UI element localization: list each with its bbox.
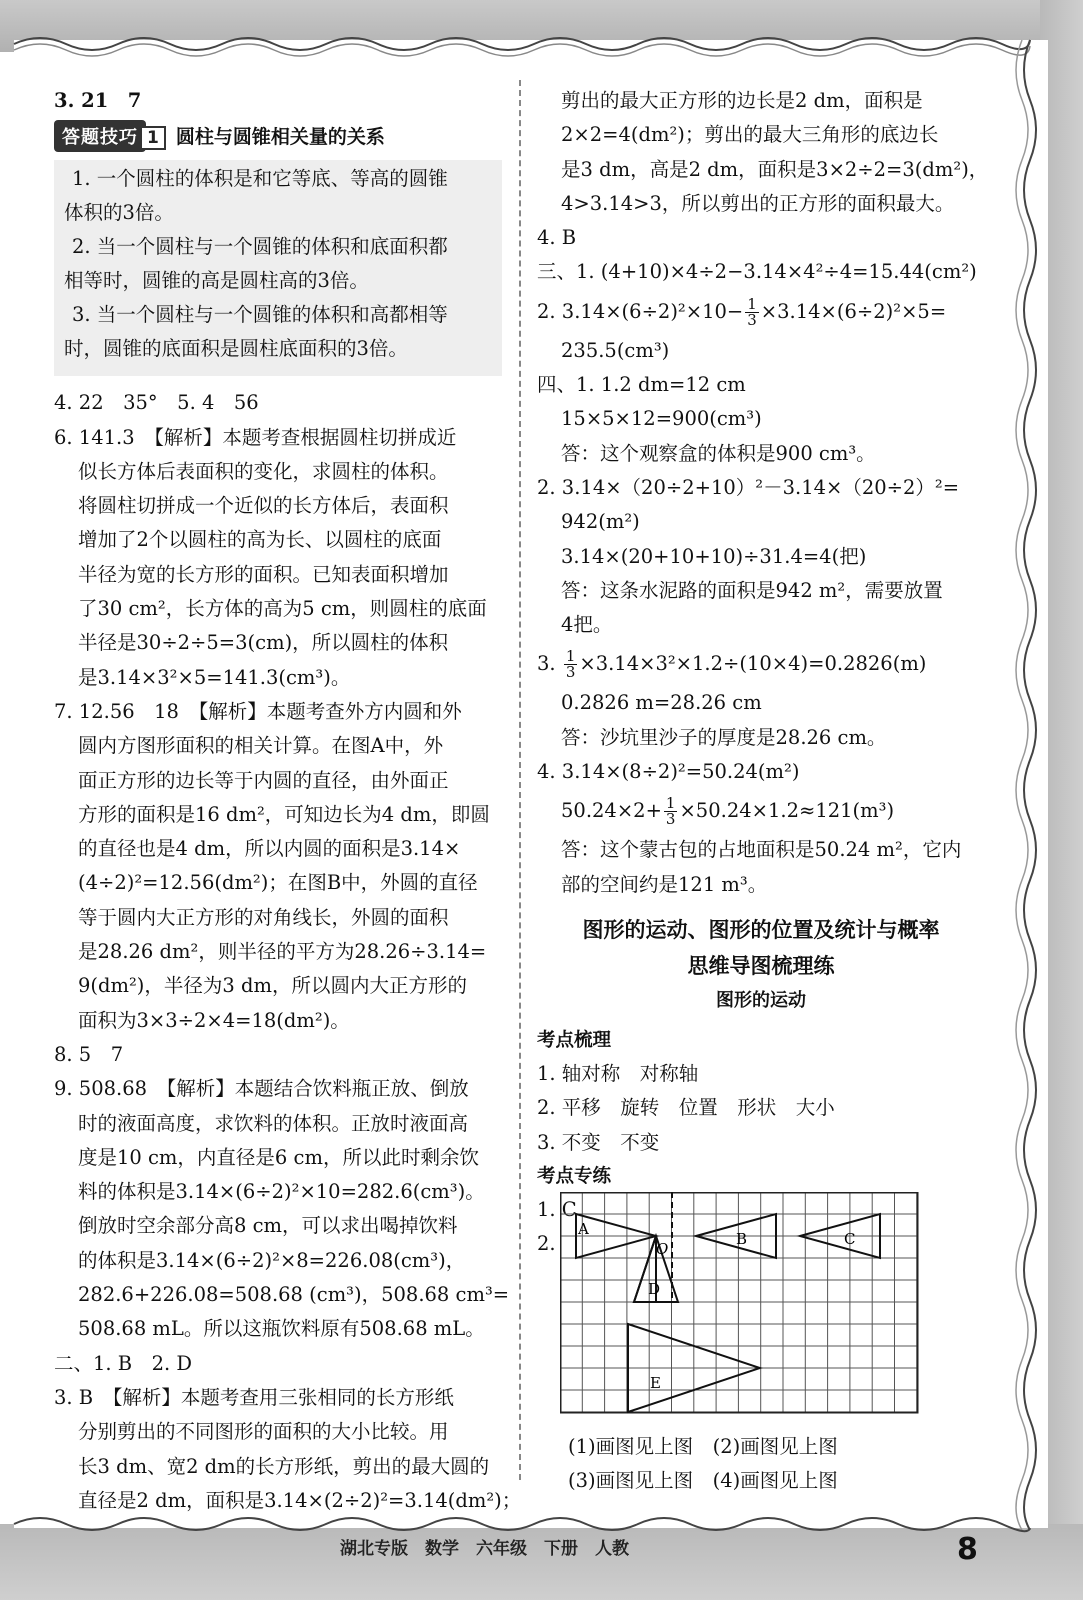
answer-6-line: 半径为宽的长方形的面积。已知表面积增加 [78,562,449,586]
answer-9-line: 度是10 cm，内直径是6 cm，所以此时剩余饮 [78,1145,479,1169]
answer-7-line: 面正方形的边长等于内圆的直径，由外面正 [78,768,449,792]
answer-7-line: 方形的面积是16 dm²，可知边长为4 dm，即圆 [78,802,490,826]
tip-label: 答题技巧 [54,120,146,152]
label-a: A [578,1220,589,1238]
answer-9-line: 508.68 mL。所以这瓶饮料原有508.68 mL。 [78,1317,485,1341]
answer-9-line: 的体积是3.14×(6÷2)²×8=226.08(cm³)， [78,1248,466,1272]
section-heading: 图形的运动 [716,989,806,1011]
section-3-answer-2-result: 235.5(cm³) [561,338,670,362]
section-2-answer-3-line: 直径是2 dm，面积是3.14×(2÷2)²=3.14(dm²)； [78,1488,522,1512]
section-4-answer-2-line: 2. 3.14×（20÷2+10）²－3.14×（20÷2）²= [537,475,960,499]
tip-title: 圆柱与圆锥相关量的关系 [175,126,385,149]
answer-9-line: 时的液面高度，求饮料的体积。正放时液面高 [78,1111,469,1135]
section-2-answer-3-line: 3. B 【解析】本题考查用三张相同的长方形纸 [54,1385,454,1409]
grid-figure [560,1192,920,1499]
answer-6-line: 6. 141.3 【解析】本题考查根据圆柱切拼成近 [54,425,457,449]
answer-7-line: (4÷2)²=12.56(dm²)；在图B中，外圆的直径 [78,871,478,895]
practice-title: 考点专练 [537,1165,612,1187]
section-4-answer-1-line: 四、1. 1.2 dm=12 cm [537,373,746,397]
answer-7-line: 圆内方图形面积的相关计算。在图A中，外 [78,734,444,758]
answer-3-cont-line: 剪出的最大正方形的边长是2 dm，面积是 [561,89,923,112]
tip-line: 体积的3倍。 [64,201,174,225]
answer-6-line: 增加了2个以圆柱的高为长、以圆柱的底面 [78,528,442,552]
answer-9-line: 料的体积是3.14×(6÷2)²×10=282.6(cm³)。 [78,1180,485,1204]
section-4-answer-2-line: 3.14×(20+10+10)÷31.4=4(把) [561,544,867,568]
formula-part: 2. 3.14×(6÷2)²×10− [537,299,744,323]
tip-line: 相等时，圆锥的高是圆柱高的3倍。 [64,269,369,293]
answer-3-cont-line: 4>3.14>3，所以剪出的正方形的面积最大。 [561,191,955,215]
answer-7-line: 9(dm²)，半径为3 dm，所以圆内大正方形的 [78,974,467,998]
section-4-answer-2-line: 答：这条水泥路的面积是942 m²，需要放置 [561,578,943,602]
label-d: D [648,1280,661,1298]
section-2-answer-3-line: 长3 dm、宽2 dm的长方形纸，剪出的最大圆的 [78,1454,490,1478]
column-divider [519,80,521,1480]
chapter-heading: 图形的运动、图形的位置及统计与概率 [582,917,940,942]
grid-caption: (1)画图见上图 (2)画图见上图 [568,1435,838,1458]
answer-6-line: 了30 cm²，长方体的高为5 cm，则圆柱的底面 [78,597,487,621]
section-4-answer-2-line: 942(m²) [561,510,640,534]
tip-line: 1. 一个圆柱的体积是和它等底、等高的圆锥 [72,167,448,191]
grid-svg [560,1192,920,1424]
answer-7-line: 是28.26 dm²，则半径的平方为28.26÷3.14= [78,940,487,964]
footer-series: 湖北专版 数学 六年级 下册 人教 [340,1539,629,1559]
answer-6-line: 将圆柱切拼成一个近似的长方体后，表面积 [78,494,449,518]
section-4-answer-1-line: 15×5×12=900(cm³) [561,407,762,431]
right-column [537,84,989,1261]
fraction: $\frac{1}{3}$ [747,294,757,329]
answer-4: 4. B [537,226,577,250]
tip-header [54,120,502,154]
kaodian-line: 3. 不变 不变 [537,1130,660,1154]
tip-body [54,160,502,376]
section-2-answers: 二、1. B 2. D [54,1351,193,1375]
section-4-answer-4-line: 部的空间约是121 m³。 [561,872,768,896]
tip-line: 2. 当一个圆柱与一个圆锥的体积和底面积都 [72,235,448,259]
section-4-answer-4: 4. 3.14×(8÷2)²=50.24(m²) [537,760,800,784]
tip-line: 时，圆锥的底面积是圆柱底面积的3倍。 [64,337,408,361]
answer-9-line: 9. 508.68 【解析】本题结合饮料瓶正放、倒放 [54,1077,469,1101]
answer-9-line: 282.6+226.08=508.68 (cm³)，508.68 cm³= [78,1283,510,1307]
section-4-answer-4-formula: 50.24×2+ $\frac{1}{3}$ ×50.24×1.2≈121(m³) [561,794,895,829]
answer-6-line: 半径是30÷2÷5=3(cm)，所以圆柱的体积 [78,631,449,655]
section-4-answer-1-line: 答：这个观察盒的体积是900 cm³。 [561,441,876,465]
page-number: 8 [957,1532,978,1567]
answer-7-line: 面积为3×3÷2×4=18(dm²)。 [78,1008,350,1032]
section-3-answer-1: 三、1. (4+10)×4÷2−3.14×4²÷4=15.44(cm²) [537,260,977,284]
practice-answer-1: 1. C [537,1197,577,1221]
section-4-answer-3: 3. $\frac{1}{3}$ ×3.14×3²×1.2÷(10×4)=0.2826(m) [537,647,927,682]
label-o: O [656,1240,669,1258]
label-c: C [844,1230,856,1248]
fraction: $\frac{1}{3}$ [565,647,576,682]
answer-7-line: 的直径也是4 dm，所以内圆的面积是3.14× [78,837,461,861]
section-4-answer-4-line: 答：这个蒙古包的占地面积是50.24 m²，它内 [561,838,962,862]
tip-line: 3. 当一个圆柱与一个圆锥的体积和高都相等 [72,303,448,327]
label-b: B [736,1230,748,1248]
label-e: E [650,1374,661,1392]
answer-6-line: 似长方体后表面积的变化，求圆柱的体积。 [78,459,449,483]
kaodian-line: 2. 平移 旋转 位置 形状 大小 [537,1096,835,1120]
section-2-answer-3-line: 分别剪出的不同图形的面积的大小比较。用 [78,1420,449,1444]
chapter-subheading: 思维导图梳理练 [687,953,835,978]
section-4-answer-3-line: 答：沙坑里沙子的厚度是28.26 cm。 [561,725,887,749]
fraction: $\frac{1}{3}$ [665,794,676,829]
answer-3: 3. 21 7 [54,89,142,112]
section-4-answer-2-line: 4把。 [561,613,613,637]
tip-number: 1 [140,126,166,150]
kaodian-title: 考点梳理 [537,1029,612,1051]
answer-3-cont-line: 2×2=4(dm²)；剪出的最大三角形的底边长 [561,123,939,147]
grid-caption: (3)画图见上图 (4)画图见上图 [568,1469,838,1493]
answer-9-line: 倒放时空余部分高8 cm，可以求出喝掉饮料 [78,1214,458,1238]
practice-answer-2-label: 2. [537,1232,556,1256]
answer-7-line: 7. 12.56 18 【解析】本题考查外方内圆和外 [54,699,462,723]
formula-part: ×3.14×(6÷2)²×5= [760,299,947,323]
section-4-answer-3-line: 0.2826 m=28.26 cm [561,691,762,715]
answer-3-cont-line: 是3 dm，高是2 dm，面积是3×2÷2=3(dm²)， [561,157,989,181]
kaodian-line: 1. 轴对称 对称轴 [537,1061,699,1085]
answer-7-line: 等于圆内大正方形的对角线长，外圆的面积 [78,905,449,929]
section-3-answer-2 [537,290,985,334]
answer-6-line: 是3.14×3²×5=141.3(cm³)。 [78,665,351,689]
answer-4-5: 4. 22 35° 5. 4 56 [54,391,259,415]
answer-8: 8. 5 7 [54,1042,124,1066]
left-column [54,84,522,1518]
